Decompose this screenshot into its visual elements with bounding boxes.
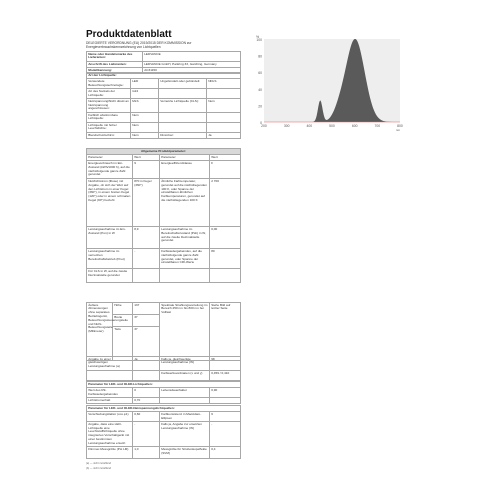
chromaticity-value: 0,459 / 0,410 <box>210 371 241 381</box>
height-value: 137 <box>133 303 160 315</box>
energy-class-value: F <box>210 161 241 179</box>
displacement-factor-value: 0,60 <box>133 412 160 422</box>
footnote-a: (a) — nicht zutreffend <box>86 462 111 465</box>
fluorescent-replacement-label: Angabe, dass eine LED-Lichtquelle eine Leuchtstofflichtquelle ohne integriertes Vorschaltgerät mit einer bestimmten Leistungsaufnahme ersetzt <box>87 422 133 447</box>
y-tick-60: 60 <box>258 71 262 76</box>
on-mode-power-label: Leistungsaufnahme im Ein-Zustand (Pon) in W <box>87 227 133 249</box>
col-head-value-2: Wert <box>210 155 241 161</box>
x-tick-200: 200 <box>261 124 267 128</box>
networked-standby-label: Leistungsaufnahme im vernetzten Bereitschaftsbetrieb (Pnet) <box>87 249 133 269</box>
supplier-address-value: LEDVANCE GmbH, Parkring 33, Garching, Germany <box>143 61 241 67</box>
col-head-value: Wert <box>133 155 160 161</box>
energy-consumption-value: 9 <box>133 161 160 179</box>
cri-label: Farbwiedergabeindex, auf die nächstfolgende ganze Zahl gerundet, oder Spanne der einstellbaren CRI-Werte <box>160 249 210 269</box>
supplier-name-label: Name oder Handelsmarke des Lieferanten: <box>87 52 143 62</box>
model-id-value: AC31150 <box>143 68 241 74</box>
lightsource-section-title: Art der Lichtquelle: <box>87 73 241 79</box>
supplier-table <box>86 51 241 74</box>
directional-value: NDLS <box>207 79 241 89</box>
supplier-name-value: LEDVANCE <box>143 52 241 62</box>
standby-power-value: 0,00 <box>210 227 241 249</box>
displacement-factor-label: Verschiebungsfaktor (cos φ1) <box>87 412 133 422</box>
on-mode-power-value: 8,9 <box>133 227 160 249</box>
equivalent-power-label: Falls ja, gleichwertige Leistungsaufnahme (W) <box>160 357 210 371</box>
general-section-title: Allgemeine Produktparameter: <box>87 149 241 155</box>
col-head-parameter: Parameter <box>87 155 133 161</box>
x-tick-800: 800 <box>397 124 403 128</box>
equivalent-power-claim-label: Angabe zu einer gleichwertigen Leistungsaufnahme (a) <box>87 357 133 371</box>
mains-params-table <box>86 405 241 459</box>
footnote-b: (b) — nicht zutreffend <box>86 467 111 470</box>
general-params-table <box>86 148 241 283</box>
equivalent-power-claim-value: Ja <box>133 357 160 371</box>
r9-label: Wert des R9-Farbwiedergabeindex <box>87 388 133 398</box>
x-tick-700: 700 <box>374 124 381 128</box>
survival-factor-value: 0,90 <box>210 388 241 398</box>
cap-type-value: G24 <box>131 89 159 99</box>
mains-label: Netzspannung/Nicht direkt an Netzspannung angeschlossen: <box>88 98 129 111</box>
mains-section-title: Parameter für LED- und OLED-Netzspannungslichtquellen: <box>87 406 241 412</box>
connected-value: Nein <box>207 99 241 113</box>
cct-label: Ähnliche Farbtemperatur, gerundet auf die nächstliegenden 100 K, oder Spanne der einstellbaren ähnlichen Farbtemperaturen, gerundet auf die nächstliegenden 100 K <box>160 179 210 227</box>
dimensions-label: Äußere Abmessungen ohne separates Betriebsgerät, Beleuchtungssteuerungsteile und Nicht-Beleuchtungsteile (Millimeter) <box>87 303 113 361</box>
width-value: 37 <box>133 315 160 327</box>
lightsource-table <box>86 72 241 139</box>
technology-label: Verwendete Beleuchtungstechnologie: <box>87 79 131 89</box>
fluorescent-replacement-value: - <box>133 422 160 447</box>
spectral-value: Siehe Bild auf letzter Seite <box>210 303 241 361</box>
dimmable-value: Ja <box>207 132 241 138</box>
depth-label: Tiefe <box>113 327 133 361</box>
y-unit-label: % <box>256 35 260 39</box>
col-head-parameter-2: Parameter <box>160 155 210 161</box>
lumen-maintenance-value: 0,70 <box>133 398 160 404</box>
width-label: Breite <box>113 315 133 327</box>
regulation-line-2: Energieverbrauchskennzeichnung von Lichtquellen <box>86 45 161 49</box>
equivalent-power-value: 98 <box>210 357 241 371</box>
anti-glare-label: Blendschutzschirm: <box>87 132 131 138</box>
y-tick-100: 100 <box>256 38 262 42</box>
plot-area <box>264 39 400 122</box>
y-tick-40: 40 <box>258 87 262 92</box>
dimmable-label: Dimmbar: <box>159 132 207 138</box>
supplier-address-label: Anschrift des Lieferanten: <box>87 61 143 67</box>
networked-standby-value: - <box>133 249 160 269</box>
regulation-line-1: DELEGIERTE VERORDNUNG (EU) 2019/2015 DER KOMMISSION zur <box>86 41 192 45</box>
spectral-label: Spektrale Strahlungsverteilung im Bereich 250 nm bis 800 nm bei Volllast <box>160 303 210 361</box>
energy-class-label: Energieeffizienzklasse <box>160 161 210 179</box>
x-tick-600: 600 <box>351 124 358 128</box>
page-title: Produktdatenblatt <box>86 29 172 40</box>
model-id-label: Modellkennung: <box>87 68 143 74</box>
cap-type-label: Art des Sockels der Lichtquelle: <box>87 89 131 99</box>
y-tick-80: 80 <box>258 54 262 59</box>
color-tunable-label: Farblich abstimmbare Lichtquelle: <box>87 112 131 122</box>
led-params-table <box>86 381 241 404</box>
high-luminance-label: Lichtquelle mit hoher Leuchtdichte: <box>87 122 131 132</box>
technology-value: LED <box>131 79 159 89</box>
equivalence-table <box>86 356 241 381</box>
replaced-power-value: - <box>210 422 241 447</box>
energy-consumption-label: Energieverbrauch im Ein-Zustand (kWh/1000 h), auf die nächstfolgende ganze Zahl gerundet <box>87 161 133 179</box>
y-tick-20: 20 <box>258 104 262 109</box>
y-tick-0: 0 <box>260 121 262 125</box>
stroboscopic-label: Messgröße für Stroboskopeffekte (SVM) <box>160 447 210 459</box>
depth-value: 37 <box>133 327 160 361</box>
height-label: Höhe <box>113 303 133 315</box>
connected-label: Vernetzte Lichtquelle (CLS): <box>159 99 207 113</box>
chromaticity-label: Farbwertkoordinaten (x und y) <box>160 371 210 381</box>
luminous-flux-label: Nutzlichtstrom (Φuse) mit Angabe, ob sich der Wert auf den Lichtstrom in einer Kugel (360°), in einem breiten Kegel (120°) oder in einem schmalen Kegel (90°) bezieht <box>87 179 133 227</box>
cls-note-label: Für CLS in W, auf die zweite Dezimalstelle gerundet <box>87 269 133 283</box>
replaced-power-label: Falls ja, Angabe zur ersetzten Leistungsaufnahme (W) <box>160 422 210 447</box>
cct-value: 2 700 <box>210 179 241 227</box>
r9-value: 0 <box>133 388 160 398</box>
cri-value: 80 <box>210 249 241 269</box>
flicker-label: Flimmer-Messgröße (Pst LM) <box>87 447 133 459</box>
color-consistency-label: Farbkonsistenz in MacAdam-Ellipsen <box>160 412 210 422</box>
survival-factor-label: Lebensdauerfaktor <box>160 388 210 398</box>
x-tick-400: 400 <box>306 124 313 128</box>
color-consistency-value: 6 <box>210 412 241 422</box>
x-tick-300: 300 <box>283 124 290 128</box>
x-tick-500: 500 <box>329 124 335 128</box>
dimensions-table <box>86 302 241 361</box>
directional-label: Ungebündelt oder gebündelt: <box>159 79 207 89</box>
standby-power-label: Leistungsaufnahme im Bereitschaftszustand (Psb) in W, auf die zweite Dezimalstelle gerundet <box>160 227 210 249</box>
x-unit-label: nm <box>395 128 401 132</box>
spectral-distribution-chart <box>254 34 410 134</box>
high-luminance-value: Nein <box>131 122 159 132</box>
led-section-title: Parameter für LED- und OLED-Lichtquellen: <box>87 382 241 388</box>
flicker-value: 1,0 <box>133 447 160 459</box>
color-tunable-value: Nein <box>131 112 159 122</box>
luminous-flux-value: 870 in Kugel (360°) <box>133 179 160 227</box>
mains-value: MLS <box>131 99 159 113</box>
stroboscopic-value: 0,4 <box>210 447 241 459</box>
lumen-maintenance-label: Lichtstromerhalt <box>87 398 133 404</box>
anti-glare-value: Nein <box>131 132 159 138</box>
